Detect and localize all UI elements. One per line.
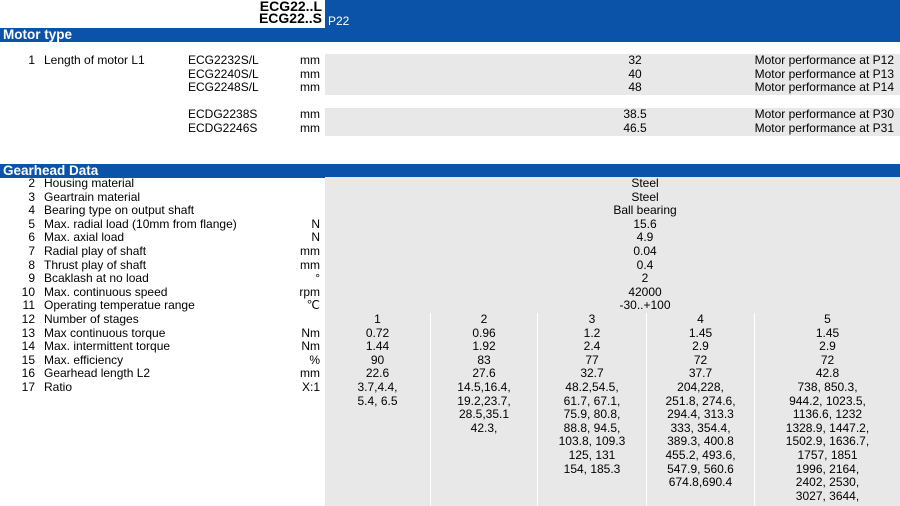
stage-value: 1	[374, 312, 381, 326]
ratio-value: 154, 185.3	[563, 461, 621, 476]
motor-row	[0, 54, 900, 68]
performance-note: Motor performance at P13	[754, 66, 894, 81]
stage-value: 1.92	[472, 339, 496, 354]
row-value: Ball bearing	[613, 203, 677, 218]
row-label: Thrust play of shaft	[44, 257, 147, 272]
stage-value: 2.9	[819, 339, 836, 354]
gearhead-stage-row	[0, 327, 900, 341]
ratio-value: 42.3,	[470, 420, 498, 435]
product-code-l: ECG22..L	[259, 0, 322, 14]
stage-value: 72	[693, 352, 708, 367]
motor-row	[0, 68, 900, 82]
row-label: Max. continuous speed	[44, 284, 168, 299]
row-number: 11	[22, 298, 35, 313]
ratio-value: 294.4, 313.3	[667, 407, 734, 422]
ratio-value: 3.7,4.4,	[357, 380, 398, 394]
ratio-value: 48.2,54.5,	[565, 380, 619, 394]
row-label: Bearing type on output shaft	[44, 203, 195, 218]
ratio-value: 1502.9, 1636.7,	[785, 434, 870, 449]
row-number: 13	[21, 325, 35, 340]
gearhead-row	[0, 259, 900, 273]
row-number: 6	[28, 230, 35, 245]
stage-value: 32.7	[580, 366, 604, 381]
stage-value: 22.6	[365, 366, 390, 381]
row-value: -30..+100	[619, 298, 671, 313]
gearhead-title: Gearhead Data	[3, 163, 99, 178]
row-unit: mm	[300, 244, 320, 258]
stage-value: 1.45	[688, 325, 713, 340]
stage-value: 3	[588, 312, 596, 326]
gearhead-row	[0, 272, 900, 286]
row-label: Geartrain material	[44, 189, 141, 204]
ratio-value: 5.4, 6.5	[357, 393, 398, 408]
stage-value: 37.7	[688, 366, 713, 381]
performance-note: Motor performance at P31	[754, 121, 894, 135]
row-number: 16	[21, 366, 35, 381]
row-unit: Nm	[301, 339, 320, 354]
row-label: Ratio	[44, 380, 73, 394]
ratio-value: 3027, 3644,	[795, 488, 860, 503]
ratio-value: 19.2,23.7,	[457, 393, 511, 408]
row-value: 0.4	[636, 257, 654, 272]
row-unit: mm	[300, 257, 320, 272]
ratio-value: 1996, 2164,	[795, 461, 860, 476]
ratio-value: 14.5,16.4,	[457, 380, 511, 394]
motor-model: ECG2240S/L	[188, 66, 259, 81]
row-number: 3	[28, 189, 35, 204]
row-unit: mm	[300, 80, 320, 95]
ratio-value: 1757, 1851	[797, 448, 858, 462]
stage-value: 90	[370, 352, 385, 367]
row-value: 32	[628, 53, 642, 67]
gearhead-header	[0, 164, 900, 178]
ratio-value: 204,228,	[677, 380, 724, 394]
motor-model: ECDG2238S	[188, 107, 258, 122]
performance-note: Motor performance at P14	[754, 80, 894, 95]
row-number: 10	[21, 284, 35, 299]
row-value: 4.9	[636, 230, 654, 245]
row-number: 2	[28, 176, 35, 190]
row-unit: ℃	[306, 298, 320, 313]
performance-note: Motor performance at P30	[754, 107, 894, 122]
stage-value: 1.44	[365, 339, 390, 354]
stage-value: 27.6	[472, 366, 496, 381]
stage-value: 1.2	[583, 325, 601, 340]
row-unit: mm	[300, 107, 320, 122]
row-unit: N	[311, 216, 320, 231]
performance-note: Motor performance at P12	[754, 53, 894, 67]
product-code-s: ECG22..S	[258, 10, 322, 26]
gearhead-row	[0, 204, 900, 218]
row-label: Max. efficiency	[44, 352, 124, 367]
ratio-value: 28.5,35.1	[458, 407, 510, 422]
row-number: 12	[21, 312, 35, 326]
ratio-value: 103.8, 109.3	[558, 434, 626, 449]
gearhead-stage-row	[0, 354, 900, 368]
row-value: 38.5	[623, 107, 647, 122]
row-value: 40	[628, 66, 642, 81]
row-label: Max. radial load (10mm from flange)	[44, 216, 237, 231]
ratio-value: 455.2, 493.6,	[665, 448, 736, 462]
stage-value: 83	[477, 352, 491, 367]
row-value: Steel	[631, 176, 659, 190]
row-unit: mm	[300, 66, 320, 81]
stage-value: 0.72	[365, 325, 390, 340]
ratio-value: 75.9, 80.8,	[563, 407, 621, 422]
motor-row	[0, 81, 900, 95]
stage-value: 2.9	[692, 339, 709, 354]
ratio-value: 333, 354.4,	[670, 420, 731, 435]
motor-row	[0, 108, 900, 122]
gearhead-row	[0, 286, 900, 300]
row-number: 14	[21, 339, 35, 354]
row-unit: N	[311, 230, 320, 245]
row-unit: mm	[300, 121, 320, 135]
row-label: Operating temperatue range	[44, 298, 195, 313]
gearhead-row	[0, 218, 900, 232]
row-label: Gearhead length L2	[44, 366, 151, 381]
stage-value: 4	[697, 312, 704, 326]
ratio-value: 389.3, 400.8	[667, 434, 734, 449]
gearhead-row	[0, 177, 900, 191]
ratio-value: 1328.9, 1447.2,	[785, 420, 870, 435]
row-number: 15	[21, 352, 35, 367]
row-label: Bcaklash at no load	[44, 271, 149, 286]
ratio-value: 738, 850.3,	[797, 380, 858, 394]
row-number: 1	[28, 53, 35, 67]
row-unit: X:1	[301, 380, 320, 394]
row-label: Length of motor L1	[44, 53, 145, 67]
row-value: 15.6	[633, 216, 657, 231]
product-codes	[200, 0, 322, 24]
stage-value: 0.96	[472, 325, 496, 340]
row-value: 0.04	[633, 244, 657, 258]
row-label: Max. axial load	[44, 230, 125, 245]
motor-model: ECDG2246S	[188, 121, 258, 135]
gearhead-row	[0, 191, 900, 205]
gearhead-stage-row	[0, 313, 900, 327]
row-number: 8	[28, 257, 35, 272]
motor-model: ECG2248S/L	[188, 80, 259, 95]
row-label: Housing material	[44, 176, 135, 190]
row-value: Steel	[631, 189, 659, 204]
stage-value: 72	[820, 352, 835, 367]
stage-value: 2.4	[583, 339, 601, 354]
row-unit: %	[309, 352, 320, 367]
row-number: 4	[28, 203, 35, 218]
stage-value: 42.8	[815, 366, 840, 381]
row-number: 5	[28, 216, 35, 231]
row-value: 46.5	[623, 121, 647, 135]
gearhead-row	[0, 245, 900, 259]
motor-type-title: Motor type	[3, 27, 72, 42]
ratio-value: 88.8, 94.5,	[563, 420, 621, 435]
row-label: Max continuous torque	[44, 325, 166, 340]
row-value: 2	[641, 271, 649, 286]
product-page-code: P22	[328, 14, 350, 28]
row-number: 9	[28, 271, 35, 286]
ratio-value: 251.8, 274.6,	[665, 393, 736, 408]
row-value: 42000	[628, 284, 662, 299]
row-number: 17	[21, 380, 35, 394]
row-number: 7	[28, 244, 35, 258]
gearhead-row	[0, 231, 900, 245]
stage-value: 5	[824, 312, 831, 326]
row-unit: rpm	[299, 284, 320, 299]
row-unit: mm	[300, 53, 320, 67]
row-label: Radial play of shaft	[44, 244, 147, 258]
row-unit: °	[315, 271, 320, 286]
gearhead-row	[0, 299, 900, 313]
row-value: 48	[628, 80, 642, 95]
ratio-value: 2402, 2530,	[795, 475, 860, 490]
stage-value: 1.45	[815, 325, 840, 340]
motor-type-header	[0, 28, 900, 42]
stage-value: 77	[585, 352, 599, 367]
ratio-value: 61.7, 67.1,	[563, 393, 621, 408]
gearhead-stage-row	[0, 340, 900, 354]
row-label: Max. intermittent torque	[44, 339, 171, 354]
ratio-value: 944.2, 1023.5,	[789, 393, 866, 408]
row-unit: Nm	[301, 325, 320, 340]
row-unit: mm	[300, 366, 320, 381]
motor-model: ECG2232S/L	[188, 53, 259, 67]
ratio-value: 125, 131	[568, 448, 616, 462]
ratio-value: 674.8,690.4	[668, 475, 733, 490]
motor-row	[0, 122, 900, 136]
row-label: Number of stages	[44, 312, 139, 326]
ratio-value: 1136.6, 1232	[792, 407, 863, 422]
stage-value: 2	[480, 312, 488, 326]
ratio-value: 547.9, 560.6	[667, 461, 734, 476]
gearhead-stage-row	[0, 367, 900, 381]
